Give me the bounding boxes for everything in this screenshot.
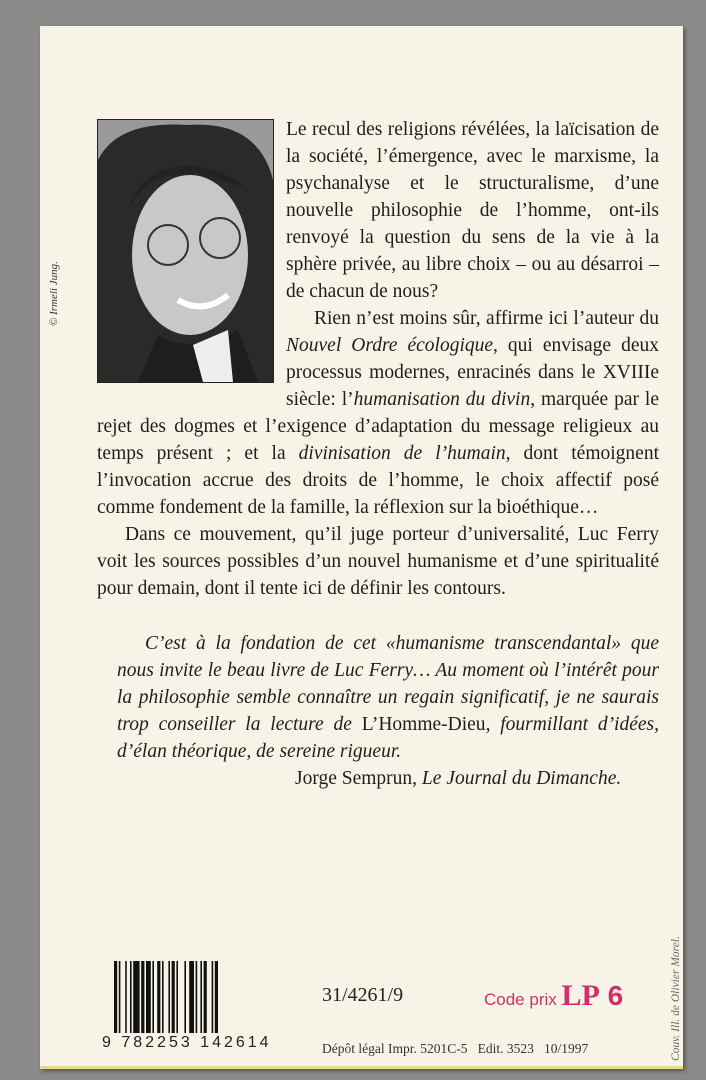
barcode-bar: [114, 961, 117, 1033]
p2-text: , dont témoignent l’invocation accrue des droits de l’homme, le choix affectif posé comme fondement de la famille, la réflexion sur la bioéthique…: [97, 443, 659, 518]
review-quote: [97, 630, 659, 765]
barcode-bar: [176, 961, 178, 1033]
barcode-bar: [212, 961, 214, 1033]
cover-illustration-credit: Couv. Ill. de Olivier Morel.: [670, 936, 682, 1061]
photo-credit: © Irmeli Jung.: [48, 261, 60, 326]
quote-text: C’est à la fondation de cet «humanisme transcendantal» que nous invite le beau livre de Luc Ferry… Au moment où l’intérêt pour la philosophie semble connaître un regain significatif, je ne saurais trop conseiller la lecture de: [117, 633, 659, 735]
p2-emphasis: divinisation de l’humain: [298, 443, 506, 464]
reviewer-name: Jorge Semprun,: [295, 768, 422, 789]
barcode-bar: [189, 961, 194, 1033]
intro-paragraph: Le recul des religions révélées, la laïcisation de la société, l’émergence, avec le marxisme, la psychanalyse et le structuralisme, d’une nouvelle philosophie de l’homme, ont-ils renvoyé la question du sens de la vie à la sphère privée, au libre choix – ou au désarroi – de chacun de nous?: [286, 119, 659, 302]
cover-text: [97, 116, 659, 792]
barcode-bar: [141, 961, 144, 1033]
price-code-number: 6: [599, 980, 624, 1011]
p2-text: , qui envisage deux processus modernes, enracinés dans le XVIIIe siècle: l’: [286, 335, 659, 410]
legal-deposit: Dépôt légal Impr. 5201C-5 Edit. 3523 10/1997: [322, 1041, 589, 1056]
barcode-bar: [200, 961, 202, 1033]
barcode-bar: [133, 961, 139, 1033]
price-code: [484, 979, 623, 1013]
quote-book-title: L’Homme-Dieu: [361, 714, 486, 735]
barcode-bar: [119, 961, 121, 1033]
barcode-bar: [146, 961, 151, 1033]
price-code-label: Code prix: [484, 990, 562, 1009]
barcode-bar: [184, 961, 186, 1033]
barcode-bar: [196, 961, 198, 1033]
p2-text: , marquée par le rejet des dogmes et l’exigence d’adaptation du message religieux au temps présent ; et la: [97, 389, 659, 464]
review-source: Le Journal du Dimanche.: [421, 768, 622, 789]
barcode-bar: [152, 961, 154, 1033]
barcode-bar: [215, 961, 218, 1033]
barcode-bar: [125, 961, 127, 1033]
price-code-series: LP: [561, 979, 600, 1012]
barcode-bar: [162, 961, 164, 1033]
barcode-bar: [157, 961, 160, 1033]
barcode-bar: [204, 961, 207, 1033]
barcode-bar: [168, 961, 170, 1033]
p2-book-title: Nouvel Ordre écologique: [286, 335, 494, 356]
isbn-number: 9 782253 142614: [102, 1034, 272, 1051]
barcode: [114, 961, 272, 1033]
barcode-bar: [130, 961, 132, 1033]
barcode-bar: [172, 961, 175, 1033]
quote-attribution: [97, 765, 659, 792]
p2-text: Rien n’est moins sûr, affirme ici l’auteur du: [314, 308, 659, 329]
third-paragraph: Dans ce mouvement, qu’il juge porteur d’universalité, Luc Ferry voit les sources possibles d’un nouvel humanisme et d’une spiritualité pour demain, dont il tente ici de définir les contours.: [97, 524, 659, 599]
quote-text: , fourmillant d’idées, d’élan théorique, de sereine rigueur.: [117, 714, 659, 762]
catalog-number: 31/4261/9: [322, 984, 404, 1006]
author-photo: [97, 119, 274, 383]
p2-emphasis: humanisation du divin: [353, 389, 531, 410]
book-back-cover: [40, 26, 683, 1069]
